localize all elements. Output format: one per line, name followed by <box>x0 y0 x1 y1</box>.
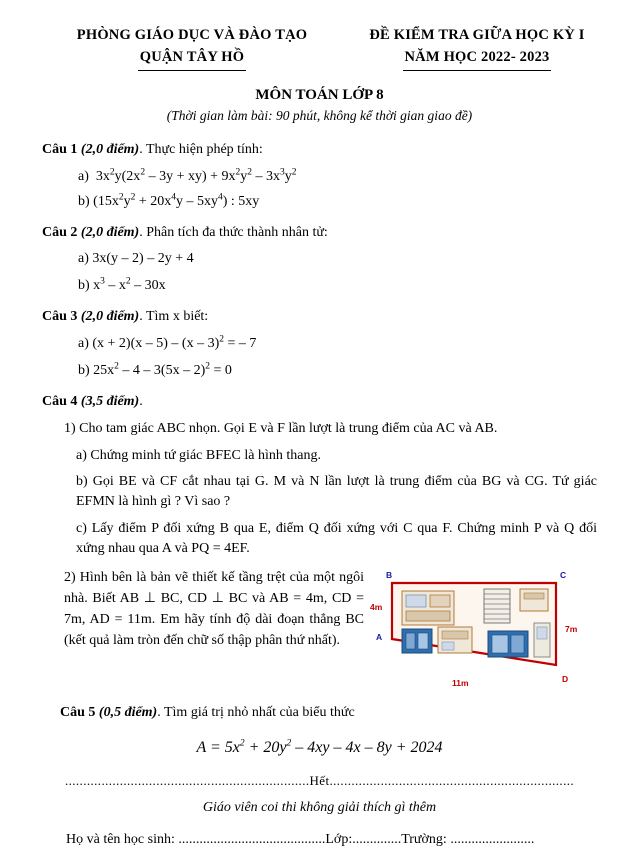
question-2-label: Câu 2 <box>42 224 78 240</box>
question-2b: b) $x^3 - x^2 - 30x$ <box>78 276 166 294</box>
formula-rhs: = $5x^2 + 20y^2 - 4xy - 4x - 8y + 2024$ <box>209 738 443 756</box>
question-4-part2: 2) Hình bên là bản vẽ thiết kế tầng trệt của một ngôi nhà. Biết AB ⊥ BC, CD ⊥ BC và AB = 4m, CD = 7m, AD = 11m. Em hãy tính độ dài đoạn thẳng BC (kết quả làm tròn đến chữ số thập phân thứ nhất). <box>64 569 364 648</box>
question-5-heading <box>60 703 597 723</box>
question-2a: a) 3x(y – 2) – 2y + 4 <box>78 251 194 267</box>
header-right-block <box>357 24 597 71</box>
question-5-formula <box>42 737 597 760</box>
question-4-part2-block <box>42 567 597 689</box>
question-4-prompt: . <box>139 393 143 409</box>
question-2-heading <box>42 223 597 243</box>
question-4-part1c: c) Lấy điểm P đối xứng B qua E, điểm Q đối xứng với C qua F. Chứng minh P và Q đối xứng nhau qua A và PQ = 4EF. <box>76 521 597 557</box>
question-5-prompt: . Tìm giá trị nhỏ nhất của biểu thức <box>157 704 355 720</box>
subject-title: MÔN TOÁN LỚP 8 <box>255 86 384 103</box>
figure-dim-CD: 7m <box>565 623 578 634</box>
school-year: NĂM HỌC 2022- 2023 <box>403 46 552 70</box>
exam-title: ĐỀ KIỂM TRA GIỮA HỌC KỲ I <box>369 27 585 43</box>
document-header <box>42 24 597 71</box>
question-4-label: Câu 4 <box>42 393 78 409</box>
header-left-block <box>42 24 342 71</box>
question-5-points: (0,5 điểm) <box>98 704 158 720</box>
end-separator: ...................................................................Hết................................................................... <box>64 772 575 788</box>
figure-label-B: B <box>386 569 393 580</box>
figure-dim-AB: 4m <box>370 601 383 612</box>
floorplan-drawing <box>388 579 560 677</box>
question-1b: b) $(15x^2y^2 + 20x^4y - 5xy^4)$ : 5xy <box>78 192 260 209</box>
question-4-part1a: a) Chứng minh tứ giác BFEC là hình thang. <box>76 447 321 463</box>
question-4-part1b: b) Gọi BE và CF cắt nhau tại G. M và N lần lượt là trung điểm của BG và CG. Tứ giác EFMN là hình gì ? Vì sao ? <box>76 474 597 510</box>
figure-label-A: A <box>376 631 383 642</box>
question-2-points: (2,0 điểm) <box>80 224 140 240</box>
exam-duration: (Thời gian làm bài: 90 phút, không kể thời gian giao đề) <box>166 107 473 123</box>
formula-lhs: A <box>196 738 206 756</box>
question-4-points: (3,5 điểm) <box>80 393 140 409</box>
question-1-points: (2,0 điểm) <box>80 141 140 157</box>
figure-dim-AD: 11m <box>452 677 469 688</box>
question-3b: b) $25x^2 - 4 - 3(5x - 2)^2 = 0$ <box>78 361 232 378</box>
question-3-points: (2,0 điểm) <box>80 309 140 325</box>
question-1-heading <box>42 140 597 160</box>
question-4-part1: 1) Cho tam giác ABC nhọn. Gọi E và F lần lượt là trung điểm của AC và AB. <box>64 420 498 436</box>
district-name: QUẬN TÂY HỒ <box>138 46 247 70</box>
question-3a: a) (x + 2)(x – 5) – (x – 3)$^2$ = – 7 <box>78 334 257 352</box>
figure-label-D: D <box>562 673 569 684</box>
figure-label-C: C <box>560 569 567 580</box>
question-3-heading <box>42 307 597 327</box>
student-info-line: Họ và tên học sinh: ..........................................Lớp:..............Trường: ........................ <box>66 831 535 847</box>
question-1a: a) $3x^2y(2x^2 - 3y + xy) + 9x^2y^2 - 3x^3y^2$ <box>78 167 297 184</box>
question-3-label: Câu 3 <box>42 309 78 325</box>
invigilator-note: Giáo viên coi thi không giải thích gì thêm <box>202 799 437 815</box>
question-1-label: Câu 1 <box>42 141 78 157</box>
question-1-prompt: . Thực hiện phép tính: <box>139 141 263 157</box>
question-5-label: Câu 5 <box>60 704 96 720</box>
department-name: PHÒNG GIÁO DỤC VÀ ĐÀO TẠO <box>76 27 308 43</box>
exam-body <box>42 140 597 850</box>
question-4-heading <box>42 392 597 412</box>
question-3-prompt: . Tìm x biết: <box>139 309 209 325</box>
question-2-prompt: . Phân tích đa thức thành nhân tử: <box>139 224 328 240</box>
house-floorplan-figure <box>370 569 582 689</box>
